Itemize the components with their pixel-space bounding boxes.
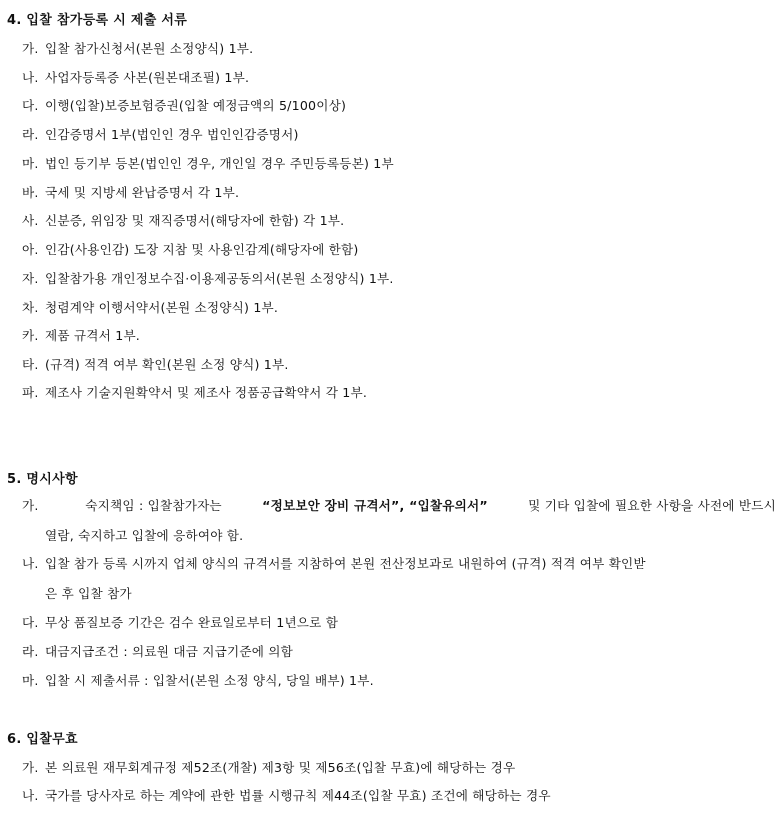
item-text: 입찰 시 제출서류 : 입찰서(본원 소정 양식, 당일 배부) 1부.	[45, 673, 374, 688]
item-marker: 라.	[22, 644, 39, 659]
list-item	[22, 785, 551, 804]
list-item	[22, 95, 346, 114]
item-marker: 자.	[22, 271, 39, 286]
item-text: 인감(사용인감) 도장 지참 및 사용인감계(해당자에 한함)	[45, 242, 359, 257]
item-marker: 마.	[22, 156, 39, 171]
list-item	[22, 38, 253, 57]
item-text: 국가를 당사자로 하는 계약에 관한 법률 시행규칙 제44조(입찰 무효) 조건에 해당하는 경우	[45, 788, 551, 803]
list-item	[22, 268, 394, 287]
list-item	[22, 210, 344, 229]
list-item	[22, 670, 374, 689]
item-text: 제품 규격서 1부.	[45, 328, 141, 343]
item-text: 인감증명서 1부(법인인 경우 법인인감증명서)	[45, 127, 299, 142]
item-text-pre: 숙지책임 : 입찰참가자는	[85, 498, 222, 513]
item-line-1	[22, 555, 776, 585]
section-6-heading: 6. 입찰무효	[7, 732, 78, 747]
item-line-1	[22, 497, 776, 527]
item-text: 사업자등록증 사본(원본대조필) 1부.	[45, 70, 250, 85]
item-text: 입찰참가용 개인정보수집·이용제공동의서(본원 소정양식) 1부.	[45, 271, 394, 286]
item-text: 법인 등기부 등본(법인인 경우, 개인일 경우 주민등록등본) 1부	[45, 156, 394, 171]
item-text: (규격) 적격 여부 확인(본원 소정 양식) 1부.	[45, 357, 289, 372]
item-marker: 다.	[22, 98, 39, 113]
item-text-emphasis: “정보보안 장비 규격서”, “입찰유의서”	[262, 498, 488, 513]
item-marker: 마.	[22, 673, 39, 688]
item-marker: 라.	[22, 127, 39, 142]
list-item	[22, 153, 394, 172]
item-marker: 바.	[22, 185, 39, 200]
list-item	[22, 612, 338, 631]
item-marker: 차.	[22, 300, 39, 315]
list-item	[22, 297, 278, 316]
item-marker: 가.	[22, 498, 39, 513]
item-marker: 파.	[22, 385, 39, 400]
item-marker: 카.	[22, 328, 39, 343]
item-text: 대금지급조건 : 의료원 대금 지급기준에 의함	[45, 644, 294, 659]
item-marker: 가.	[22, 760, 39, 775]
item-text: 무상 품질보증 기간은 검수 완료일로부터 1년으로 함	[45, 615, 339, 630]
item-marker: 나.	[22, 556, 39, 571]
item-text: 본 의료원 재무회계규정 제52조(개찰) 제3항 및 제56조(입찰 무효)에 해당하는 경우	[45, 760, 516, 775]
list-item	[22, 325, 140, 344]
item-marker: 사.	[22, 213, 39, 228]
item-marker: 나.	[22, 70, 39, 85]
item-text: 이행(입찰)보증보험증권(입찰 예정금액의 5/100이상)	[45, 98, 347, 113]
item-text-line-1: 입찰 참가 등록 시까지 업체 양식의 규격서를 지참하여 본원 전산정보과로 내원하여 (규격) 적격 여부 확인받	[45, 556, 646, 571]
item-marker: 아.	[22, 242, 39, 257]
list-item	[22, 124, 299, 143]
item-marker: 나.	[22, 788, 39, 803]
item-text: 청렴계약 이행서약서(본원 소정양식) 1부.	[45, 300, 279, 315]
item-marker: 다.	[22, 615, 39, 630]
item-text-line-2: 열람, 숙지하고 입찰에 응하여야 함.	[45, 528, 244, 543]
list-item	[22, 182, 239, 201]
item-text-line-2: 은 후 입찰 참가	[45, 586, 132, 601]
list-item	[22, 555, 776, 615]
list-item	[22, 641, 293, 660]
list-item	[22, 67, 249, 86]
item-text: 제조사 기술지원확약서 및 제조사 정품공급확약서 각 1부.	[45, 385, 368, 400]
item-text-post: 및 기타 입찰에 필요한 사항을 사전에 반드시	[528, 498, 776, 513]
item-marker: 타.	[22, 357, 39, 372]
section-4-heading: 4. 입찰 참가등록 시 제출 서류	[7, 13, 188, 28]
list-item	[22, 382, 367, 401]
item-text: 신분증, 위임장 및 재직증명서(해당자에 한함) 각 1부.	[45, 213, 345, 228]
section-5-heading: 5. 명시사항	[7, 472, 78, 487]
item-text: 국세 및 지방세 완납증명서 각 1부.	[45, 185, 240, 200]
list-item	[22, 757, 515, 776]
item-marker: 가.	[22, 41, 39, 56]
list-item	[22, 354, 289, 373]
item-text: 입찰 참가신청서(본원 소정양식) 1부.	[45, 41, 254, 56]
list-item	[22, 497, 776, 557]
list-item	[22, 239, 359, 258]
